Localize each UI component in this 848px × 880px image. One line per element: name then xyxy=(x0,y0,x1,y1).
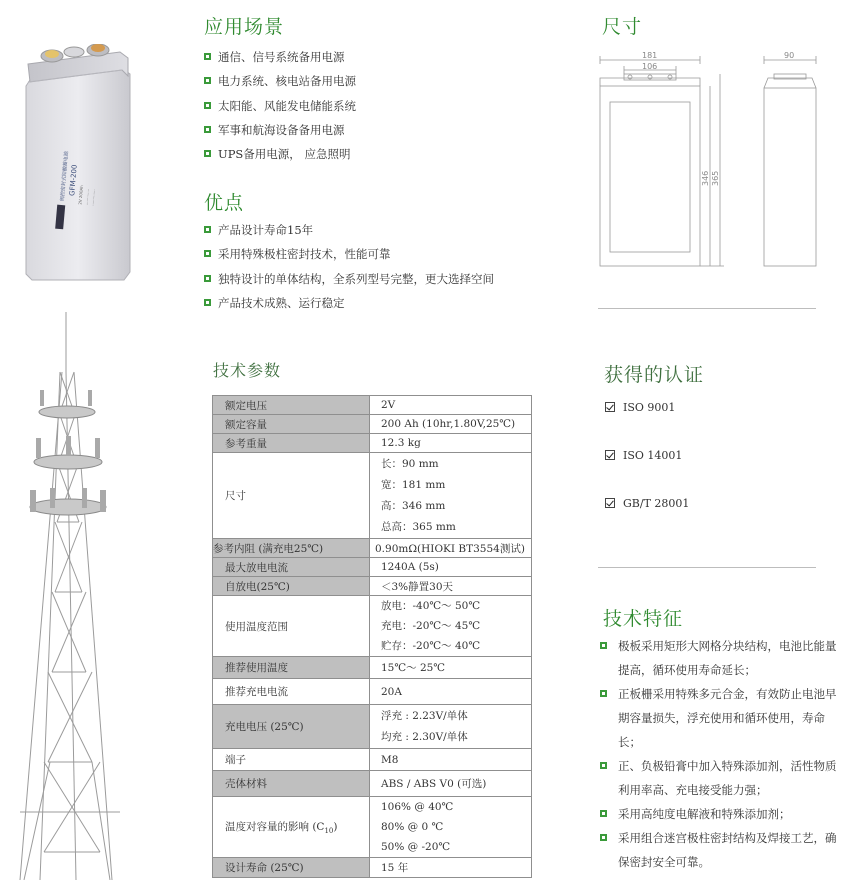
bullet-icon xyxy=(204,102,211,109)
dimensions-title: 尺寸 xyxy=(602,16,643,38)
cert-item: ISO 9001 xyxy=(605,401,675,414)
bullet-icon xyxy=(204,150,211,157)
specs-title: 技术参数 xyxy=(213,361,282,380)
checkbox-checked-icon xyxy=(605,450,615,460)
spec-table xyxy=(212,395,532,878)
battery-image xyxy=(22,44,134,282)
dim-depth: 90 xyxy=(784,51,795,60)
table-row: 使用温度范围 放电：-40℃～ 50℃ 充电：-20℃～ 45℃ 贮存：-20℃～ 40℃ xyxy=(213,596,532,657)
advantages-list xyxy=(204,218,494,315)
cert-item: GB/T 28001 xyxy=(605,497,689,510)
table-row: 自放电(25℃) ＜3%静置30天 xyxy=(213,577,532,596)
table-row: 参考重量 12.3 kg xyxy=(213,434,532,453)
svg-text:2V 200Ah: 2V 200Ah xyxy=(77,185,85,205)
dimension-drawing xyxy=(596,48,822,272)
table-row: 充电电压 (25℃) 浮充 : 2.23V/单体 均充 : 2.30V/单体 xyxy=(213,705,532,749)
table-row: 设计寿命 (25℃) 15 年 xyxy=(213,858,532,878)
checkbox-checked-icon xyxy=(605,402,615,412)
bullet-icon xyxy=(204,53,211,60)
dim-height: 346 xyxy=(701,170,710,186)
table-row: 尺寸 长：90 mm 宽：181 mm 高：346 mm 总高：365 mm xyxy=(213,453,532,539)
bullet-icon xyxy=(204,275,211,282)
table-row: 参考内阻 (满充电25℃) 0.90mΩ(HIOKI BT3554测试) xyxy=(213,539,532,558)
list-item: UPS备用电源， 应急照明 xyxy=(204,142,356,166)
cert-item: ISO 14001 xyxy=(605,449,682,462)
dim-width-inner: 106 xyxy=(642,62,658,71)
advantages-title: 优点 xyxy=(204,192,245,214)
bullet-icon xyxy=(600,834,607,841)
battery-model: GFM-200 xyxy=(68,164,79,197)
bullet-icon xyxy=(204,77,211,84)
bullet-icon xyxy=(204,250,211,257)
list-item: 产品设计寿命15年 xyxy=(204,218,494,242)
divider xyxy=(598,308,816,309)
table-row: 推荐充电电流 20A xyxy=(213,679,532,705)
svg-text:.............: ............. xyxy=(89,188,96,206)
dim-width-outer: 181 xyxy=(642,51,658,60)
list-item: 正板栅采用特殊多元合金，有效防止电池早期容量损失，浮充使用和循环使用，寿命长； xyxy=(600,682,842,754)
list-item: 军事和航海设备备用电源 xyxy=(204,118,356,142)
dim-total-height: 365 xyxy=(711,170,720,186)
list-item: 正、负极铅膏中加入特殊添加剂，活性物质利用率高、充电接受能力强； xyxy=(600,754,842,802)
applications-title: 应用场景 xyxy=(204,16,285,38)
features-title: 技术特征 xyxy=(603,608,684,630)
bullet-icon xyxy=(204,226,211,233)
bullet-icon xyxy=(600,642,607,649)
bullet-icon xyxy=(204,126,211,133)
bullet-icon xyxy=(600,690,607,697)
bullet-icon xyxy=(204,299,211,306)
list-item: 采用特殊极柱密封技术，性能可靠 xyxy=(204,242,494,266)
certifications-title: 获得的认证 xyxy=(604,364,705,386)
list-item: 电力系统、核电站备用电源 xyxy=(204,69,356,93)
table-row: 额定电压 2V xyxy=(213,396,532,415)
table-row: 温度对容量的影响 $(C_{10})$ 106% @ 40℃ 80% @ 0 ℃ 50% @ -20℃ xyxy=(213,797,532,858)
applications-list xyxy=(204,45,356,166)
table-row: 壳体材料 ABS / ABS V0 (可选) xyxy=(213,771,532,797)
list-item: 产品技术成熟、运行稳定 xyxy=(204,291,494,315)
svg-text:阀控密封式铅酸蓄电池: 阀控密封式铅酸蓄电池 xyxy=(59,151,70,202)
checkbox-checked-icon xyxy=(605,498,615,508)
table-row: 最大放电电流 1240A (5s) xyxy=(213,558,532,577)
bullet-icon xyxy=(600,810,607,817)
list-item: 太阳能、风能发电储能系统 xyxy=(204,94,356,118)
table-row: 端子 M8 xyxy=(213,749,532,771)
features-list xyxy=(600,634,842,874)
list-item: 采用高纯度电解液和特殊添加剂； xyxy=(600,802,842,826)
tower-illustration xyxy=(0,312,140,880)
list-item: 极板采用矩形大网格分块结构，电池比能量提高，循环使用寿命延长； xyxy=(600,634,842,682)
table-row: 额定容量 200 Ah (10hr,1.80V,25℃) xyxy=(213,415,532,434)
divider xyxy=(598,567,816,568)
list-item: 采用组合迷宫极柱密封结构及焊接工艺，确保密封安全可靠。 xyxy=(600,826,842,874)
svg-text:.............: ............. xyxy=(83,188,90,206)
bullet-icon xyxy=(600,762,607,769)
list-item: 独特设计的单体结构，全系列型号完整，更大选择空间 xyxy=(204,267,494,291)
table-row: 推荐使用温度 15℃～ 25℃ xyxy=(213,657,532,679)
list-item: 通信、信号系统备用电源 xyxy=(204,45,356,69)
